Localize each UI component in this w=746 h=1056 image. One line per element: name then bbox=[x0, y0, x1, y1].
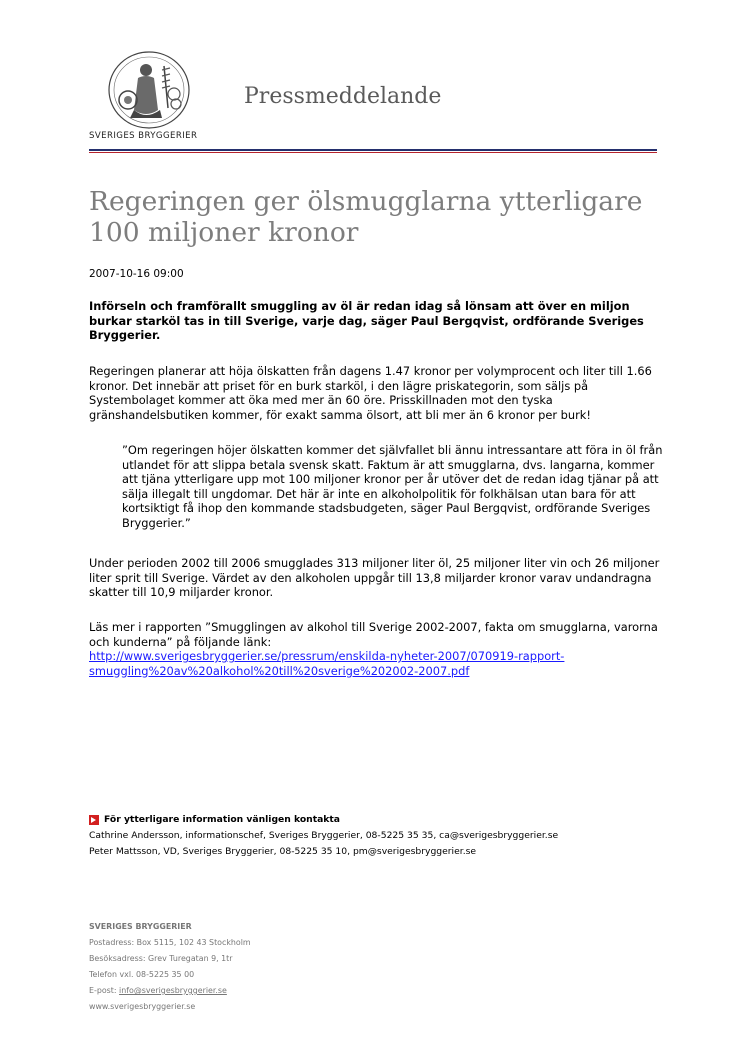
report-intro-text: Läs mer i rapporten ”Smugglingen av alkohol till Sverige 2002-2007, fakta om smugglarna, varorna och kunderna” på följande länk: bbox=[89, 620, 658, 649]
header-rule-blue bbox=[89, 149, 657, 151]
body-paragraph-2: Under perioden 2002 till 2006 smugglades 313 miljoner liter öl, 25 miljoner liter vin och 26 miljoner liter sprit till Sverige. Värdet av den alkoholen uppgår till 13,8 miljarder kronor varav undandragna skatter till 10,9 miljarder kronor. bbox=[89, 556, 660, 599]
lead-paragraph: Införseln och framförallt smuggling av öl är redan idag så lönsam att över en miljon burkar starköl tas in till Sverige, varje dag, säger Paul Bergqvist, ordförande Sveriges Bryggerier. bbox=[89, 299, 644, 342]
contact-line-2: Peter Mattsson, VD, Sveriges Bryggerier, 08-5225 35 10, pm@sverigesbryggerier.se bbox=[89, 846, 477, 857]
doc-type-title: Pressmeddelande bbox=[244, 84, 442, 109]
footer-web[interactable]: www.sverigesbryggerier.se bbox=[89, 1002, 196, 1011]
quote-paragraph: ”Om regeringen höjer ölskatten kommer det självfallet bli ännu intressantare att föra in öl från utlandet för att slippa betala svensk skatt. Faktum är att smugglarna, dvs. langarna, kommer att tjäna ytterligare upp mot 100 miljoner kronor per år utöver det de redan idag tjänar på att sälja illegalt till ungdomar. Det här är inte en alkoholpolitik för folkhälsan utan bara för att kortsiktigt få ihop den kommande stadsbudgeten, säger Paul Bergqvist, ordförande Sveriges Bryggerier.” bbox=[122, 443, 663, 530]
contact-heading-text: För ytterligare information vänligen kontakta bbox=[104, 814, 340, 825]
footer-org: SVERIGES BRYGGERIER bbox=[89, 922, 192, 931]
arrow-right-icon bbox=[89, 815, 99, 825]
headline: Regeringen ger ölsmugglarna ytterligare 100 miljoner kronor bbox=[89, 186, 643, 248]
footer-visit: Besöksadress: Grev Turegatan 9, 1tr bbox=[89, 954, 233, 963]
org-name: SVERIGES BRYGGERIER bbox=[89, 131, 198, 141]
report-link[interactable]: http://www.sverigesbryggerier.se/pressrum/enskilda-nyheter-2007/070919-rapport-smuggling%20av%20alkohol%20till%20sverige%202002-2007.pdf bbox=[89, 649, 565, 678]
date: 2007-10-16 09:00 bbox=[89, 268, 184, 280]
body-paragraph-3 bbox=[89, 620, 669, 678]
footer-phone: Telefon vxl. 08-5225 35 00 bbox=[89, 970, 195, 979]
seal-emblem-icon bbox=[88, 48, 210, 144]
body-paragraph-1: Regeringen planerar att höja ölskatten från dagens 1.47 kronor per volymprocent och liter till 1.66 kronor. Det innebär att priset för en burk starköl, i den lägre priskategorin, som säljs på Systembolaget kommer att öka med mer än 60 öre. Prisskillnaden mot den tyska gränshandelsbutiken kommer, för exakt samma ölsort, att bli mer än 6 kronor per burk! bbox=[89, 364, 652, 422]
footer-email-link[interactable]: info@sverigesbryggerier.se bbox=[119, 986, 227, 995]
header-rule-red bbox=[89, 152, 657, 153]
contact-line-1: Cathrine Andersson, informationschef, Sveriges Bryggerier, 08-5225 35 35, ca@sverigesbryggerier.se bbox=[89, 830, 559, 841]
footer-email bbox=[89, 986, 227, 995]
footer-postal: Postadress: Box 5115, 102 43 Stockholm bbox=[89, 938, 251, 947]
footer-email-label: E-post: bbox=[89, 986, 120, 995]
contact-heading bbox=[89, 814, 340, 825]
